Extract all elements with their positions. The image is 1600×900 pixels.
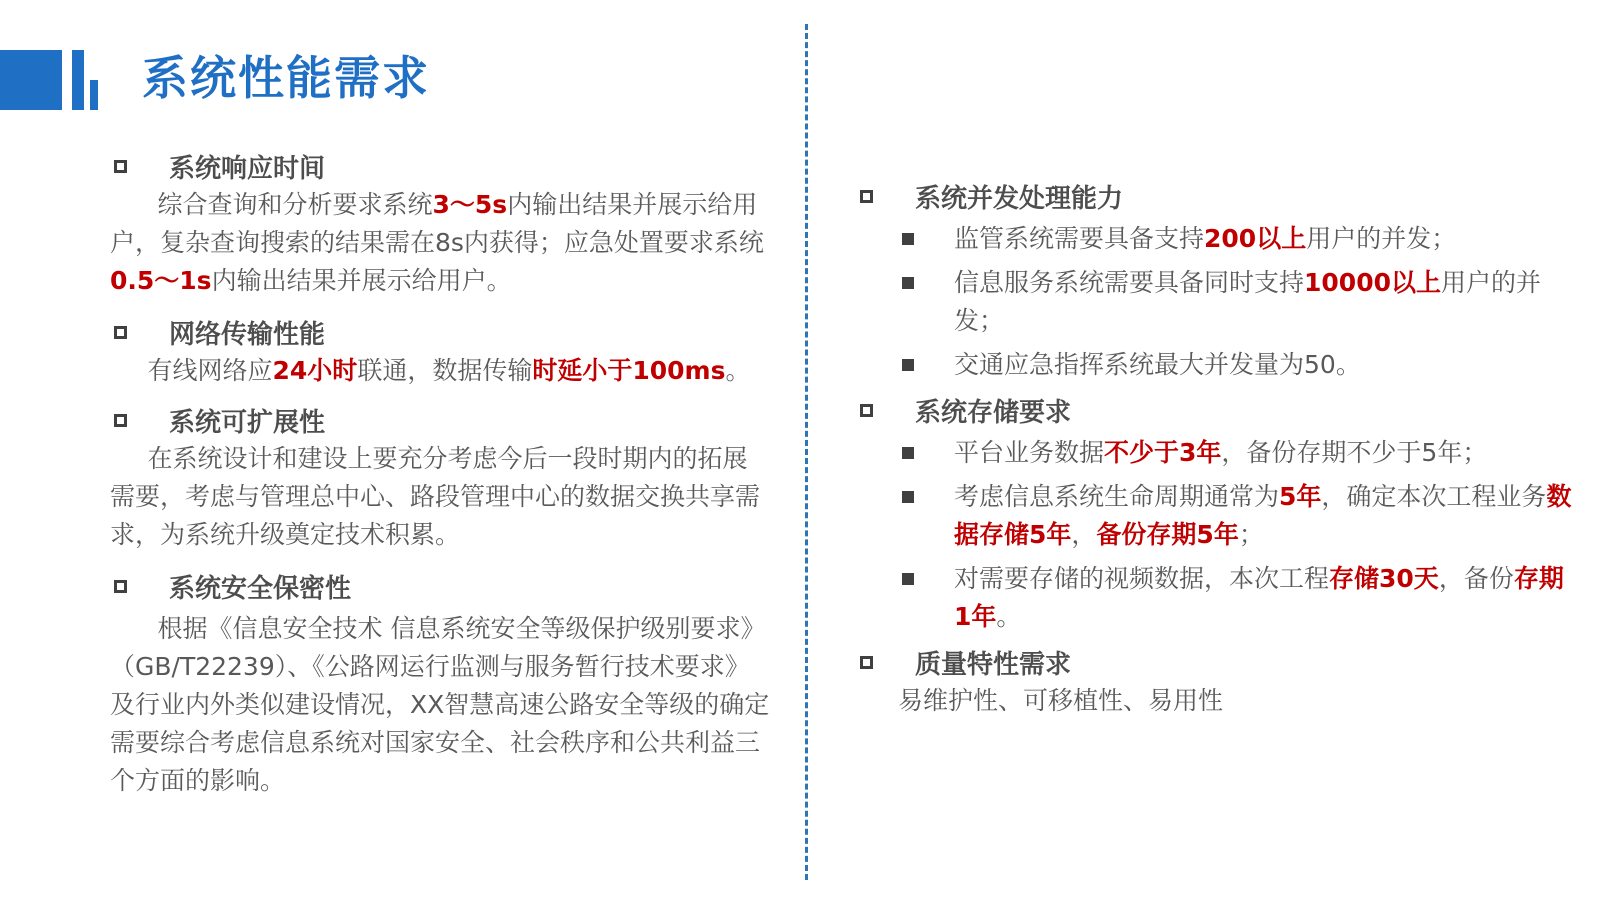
list-item-text (954, 224, 1456, 253)
list-item (894, 346, 1576, 384)
section-heading-text: 系统并发处理能力 (915, 183, 1124, 214)
highlight-text: 存储30天 (1329, 564, 1439, 593)
highlight-text: 数据存储5年 (954, 482, 1572, 549)
section-heading-text: 系统存储要求 (915, 397, 1072, 428)
section-heading-text: 系统可扩展性 (169, 407, 326, 438)
filled-square-icon (902, 491, 914, 503)
bullet-list (856, 220, 1576, 384)
section-paragraph (110, 352, 770, 390)
highlight-text: 24小时 (272, 356, 358, 385)
list-item-text (954, 482, 1571, 549)
section-response-time (110, 146, 770, 310)
highlight-text: 0.5～1s (110, 266, 212, 295)
section-heading (856, 642, 1576, 682)
list-item (894, 434, 1576, 472)
hollow-square-icon (114, 580, 127, 593)
body-text: 交通应急指挥系统最大并发量为50。 (954, 350, 1361, 379)
section-heading (110, 146, 770, 186)
body-text: 监管系统需要具备支持 (954, 224, 1205, 253)
section-paragraph (110, 610, 770, 800)
filled-square-icon (902, 447, 914, 459)
section-paragraph: 易维护性、可移植性、易用性 (898, 686, 1224, 715)
filled-square-icon (902, 359, 914, 371)
hollow-square-icon (114, 326, 127, 339)
section-heading-text: 网络传输性能 (169, 319, 326, 350)
body-text: ； (1238, 520, 1264, 549)
list-item (894, 560, 1576, 636)
body-text: ，备份存期不少于5年； (1221, 438, 1488, 467)
highlight-text: 5年 (1279, 482, 1322, 511)
body-text: 有线网络应 (147, 356, 273, 385)
section-heading-text: 系统安全保密性 (169, 573, 352, 604)
highlight-text: 3～5s (432, 190, 508, 219)
body-text: 综合查询和分析要求系统 (157, 190, 433, 219)
section-concurrency (856, 176, 1576, 384)
hollow-square-icon (860, 190, 873, 203)
body-text: 用户的并发； (1306, 224, 1457, 253)
hollow-square-icon (114, 414, 127, 427)
section-network (110, 312, 770, 396)
highlight-text: 200以上 (1204, 224, 1307, 253)
list-item (894, 220, 1576, 258)
page-title: 系统性能需求 (142, 51, 430, 105)
section-heading (110, 400, 770, 440)
section-scalability (110, 400, 770, 566)
column-divider (805, 24, 808, 880)
highlight-text: 时延小于100ms (532, 356, 726, 385)
body-text: ， (1071, 520, 1097, 549)
list-item-text (954, 564, 1564, 631)
section-heading (110, 566, 770, 606)
hollow-square-icon (114, 160, 127, 173)
highlight-text: 不少于3年 (1104, 438, 1222, 467)
logo-bar-icon (72, 50, 84, 110)
hollow-square-icon (860, 404, 873, 417)
list-item-text (954, 438, 1487, 467)
highlight-text: 存期1年 (954, 564, 1564, 631)
body-text: 内输出结果并展示给用户。 (211, 266, 512, 295)
body-text: 在系统设计和建设上要充分考虑今后一段时期内的拓展需要，考虑与管理总中心、路段管理中心的数据交换共享需求，为系统升级奠定技术积累。 (110, 444, 761, 549)
body-text: 平台业务数据 (954, 438, 1105, 467)
section-heading-text: 质量特性需求 (915, 649, 1072, 680)
section-heading (110, 312, 770, 352)
left-column (110, 146, 770, 800)
section-paragraph (110, 440, 770, 554)
section-quality (856, 642, 1576, 720)
highlight-text: 备份存期5年 (1096, 520, 1239, 549)
list-item-text (954, 350, 1361, 379)
body-text: 内输出结果并展示给用户，复杂查询搜索的结果需在8s内获得；应急处置要求系统 (110, 190, 764, 257)
section-security (110, 566, 770, 800)
section-heading-text: 系统响应时间 (169, 153, 326, 184)
filled-square-icon (902, 233, 914, 245)
logo-bar-short-icon (90, 80, 98, 110)
list-item (894, 478, 1576, 554)
body-text: 。 (725, 356, 751, 385)
list-item-text (954, 268, 1541, 335)
body-text: ，备份 (1438, 564, 1514, 593)
body-text: 根据《信息安全技术 信息系统安全等级保护级别要求》（GB/T22239）、《公路网运行监测与服务暂行技术要求》及行业内外类似建设情况，XX智慧高速公路安全等级的确定需要综合考虑信息系统对国家安全、社会秩序和公共利益三个方面的影响。 (110, 614, 770, 795)
body-text: ，确定本次工程业务 (1321, 482, 1547, 511)
section-storage (856, 390, 1576, 636)
body-text: 对需要存储的视频数据，本次工程 (954, 564, 1330, 593)
filled-square-icon (902, 573, 914, 585)
filled-square-icon (902, 277, 914, 289)
hollow-square-icon (860, 656, 873, 669)
body-text: 联通，数据传输 (357, 356, 533, 385)
section-paragraph (110, 186, 770, 300)
bullet-list (856, 434, 1576, 636)
body-text: 。 (996, 602, 1022, 631)
list-item (894, 264, 1576, 340)
body-text: 用户的并发； (954, 268, 1542, 335)
right-column (856, 176, 1576, 720)
highlight-text: 10000以上 (1304, 268, 1441, 297)
body-text: 考虑信息系统生命周期通常为 (954, 482, 1280, 511)
section-heading (856, 176, 1576, 216)
logo-block-icon (0, 50, 62, 110)
body-text: 信息服务系统需要具备同时支持 (954, 268, 1305, 297)
section-heading (856, 390, 1576, 430)
